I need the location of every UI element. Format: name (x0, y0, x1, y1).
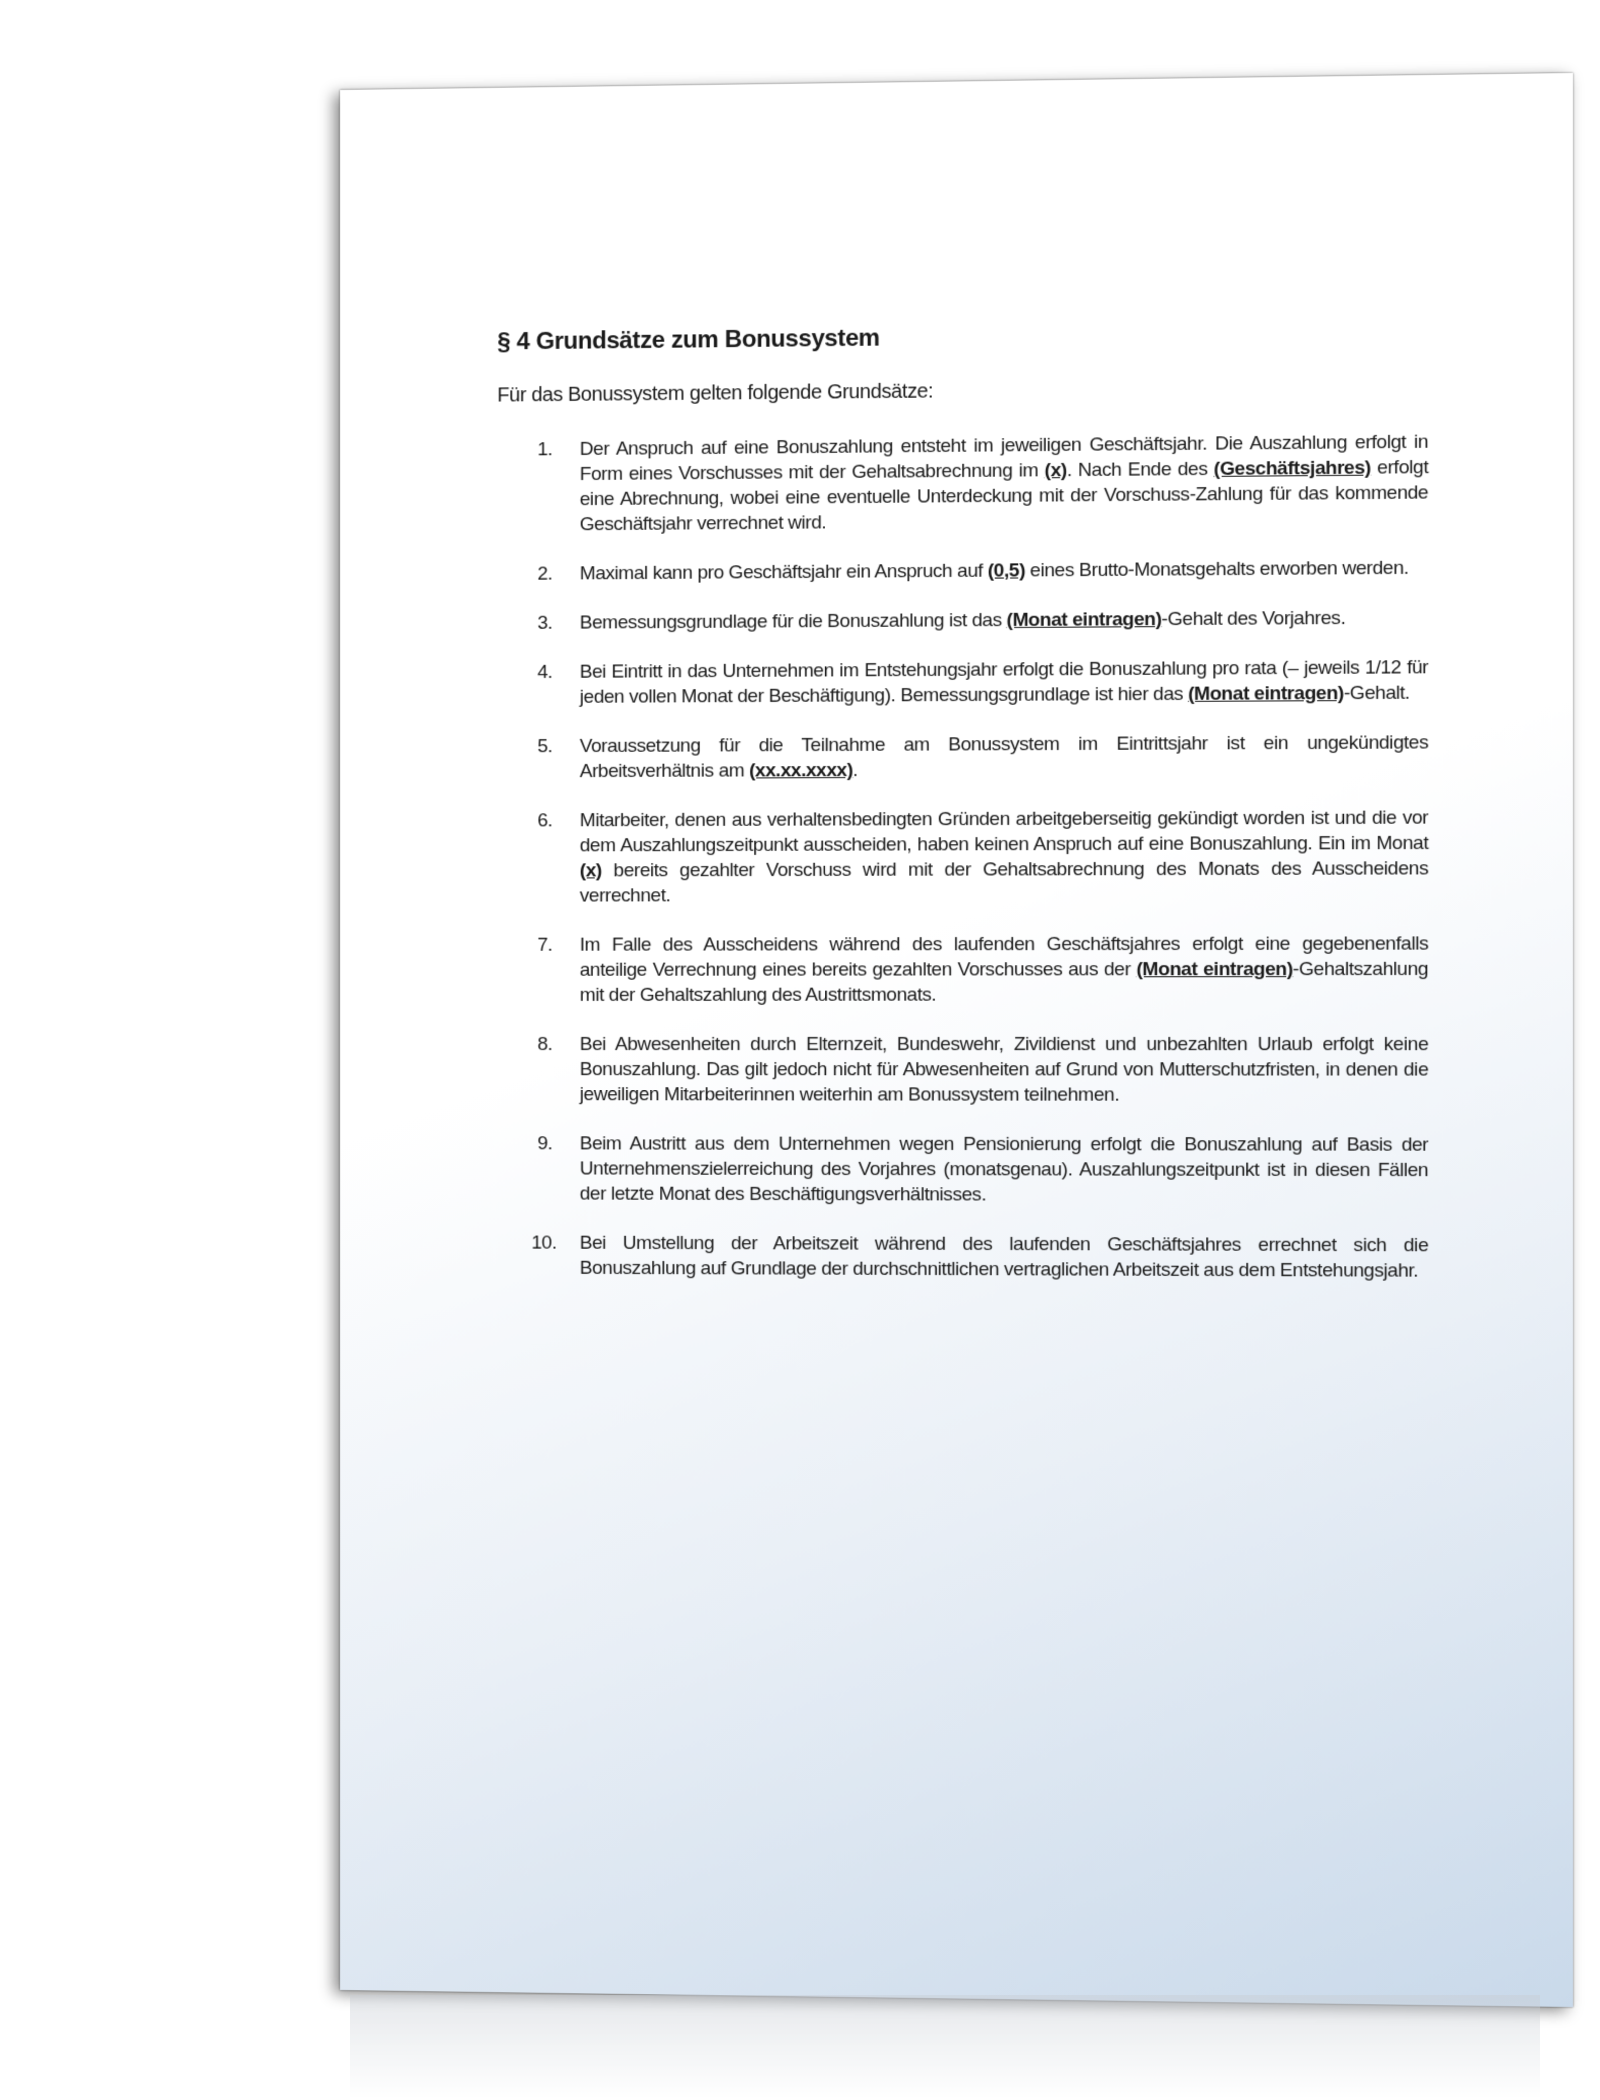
item-text: Der Anspruch auf eine Bonuszahlung entsteht im jeweiligen Geschäftsjahr. Die Auszahlung erfolgt in Form eines Vorschusses mit der Gehaltsabrechnung im (579, 431, 1429, 486)
document-content (497, 319, 1428, 1308)
item-number: 7. (537, 934, 553, 956)
item-number: 2. (537, 563, 553, 585)
list-item (497, 605, 1428, 636)
item-text: -Gehaltszahlung mit der Gehaltszahlung des Austrittsmonats. (579, 958, 1429, 1006)
item-text: Beim Austritt aus dem Unternehmen wegen Pensionierung erfolgt die Bonuszahlung auf Basis der Unternehmenszielerreichung des Vorjahres (monatsgenau). Auszahlungszeitpunkt ist in diesen Fällen der letzte Monat des Beschäftigungsverhältnisses. (579, 1133, 1429, 1206)
item-number: 6. (537, 810, 553, 832)
placeholder-field: (Monat eintragen) (1006, 608, 1162, 632)
list-item (497, 1131, 1428, 1208)
list-item (497, 429, 1428, 537)
item-text: . Nach Ende des (1066, 458, 1214, 482)
placeholder-field: (xx.xx.xxxx) (749, 759, 853, 782)
principles-list (497, 429, 1428, 1283)
placeholder-field: (Monat eintragen) (1188, 682, 1344, 705)
item-text: Maximal kann pro Geschäftsjahr ein Anspruch auf (579, 560, 988, 585)
item-text: eines Brutto-Monatsgehalts erworben werden. (1025, 557, 1409, 582)
item-number: 8. (537, 1033, 553, 1056)
placeholder-field: (Geschäftsjahres) (1213, 457, 1371, 480)
item-number: 9. (537, 1133, 553, 1155)
item-number: 10. (531, 1232, 557, 1254)
list-item (497, 805, 1428, 908)
placeholder-field: (x) (1044, 459, 1067, 482)
item-text: erfolgt eine Abrechnung, wobei eine eventuelle Unterdeckung mit der Vorschuss-Zahlung für das kommende Geschäftsjahr verrechnet wird. (579, 456, 1429, 536)
intro-text: Für das Bonussystem gelten folgende Grundsätze: (497, 380, 934, 407)
list-item (497, 1032, 1428, 1108)
list-item (497, 555, 1428, 587)
page-reflection (350, 1995, 1540, 2100)
placeholder-field: (x) (579, 860, 602, 882)
item-number: 5. (537, 736, 553, 758)
item-number: 4. (537, 661, 553, 683)
item-text: Bei Umstellung der Arbeitszeit während des laufenden Geschäftsjahres errechnet sich die Bonuszahlung auf Grundlage der durchschnittlichen vertraglichen Arbeitszeit aus dem Entstehungsjahr. (579, 1232, 1429, 1282)
list-item (497, 655, 1428, 710)
placeholder-field: (Monat eintragen) (1136, 958, 1293, 981)
item-number: 3. (537, 612, 553, 634)
item-text: Voraussetzung für die Teilnahme am Bonussystem im Eintrittsjahr ist ein ungekündigtes Arbeitsverhältnis am (579, 732, 1429, 783)
section-heading: § 4 Grundsätze zum Bonussystem (497, 324, 880, 356)
item-text: -Gehalt des Vorjahres. (1161, 607, 1346, 631)
placeholder-field: (0,5) (987, 560, 1026, 582)
item-number: 1. (537, 439, 553, 461)
item-text: Im Falle des Ausscheidens während des laufenden Geschäftsjahres erfolgt eine gegebenenfalls anteilige Verrechnung eines bereits gezahlten Vorschusses aus der (579, 933, 1429, 981)
list-item (497, 730, 1428, 784)
item-text: Mitarbeiter, denen aus verhaltensbedingten Gründen arbeitgeberseitig gekündigt worden ist und die vor dem Auszahlungszeitpunkt ausscheiden, haben keinen Anspruch auf eine Bonuszahlung. Ein im Monat (579, 807, 1429, 857)
item-text: Bei Abwesenheiten durch Elternzeit, Bundeswehr, Zivildienst und unbezahlten Urlaub erfolgt keine Bonuszahlung. Das gilt jedoch nicht für Abwesenheiten auf Grund von Mutterschutzfristen, in denen die jeweiligen Mitarbeiterinnen weiterhin am Bonussystem teilnehmen. (579, 1033, 1429, 1106)
item-text: bereits gezahlter Vorschuss wird mit der Gehaltsabrechnung des Monats des Ausscheidens verrechnet. (579, 858, 1429, 907)
item-text: -Gehalt. (1343, 682, 1410, 705)
list-item (497, 931, 1428, 1008)
document-page (340, 73, 1573, 2007)
item-text: Bei Eintritt in das Unternehmen im Entstehungsjahr erfolgt die Bonuszahlung pro rata (– jeweils 1/12 für jeden vollen Monat der Beschäftigung). Bemessungsgrundlage ist hier das (579, 657, 1429, 708)
item-text: . (852, 759, 858, 782)
list-item (497, 1230, 1428, 1283)
item-text: Bemessungsgrundlage für die Bonuszahlung ist das (579, 609, 1007, 634)
